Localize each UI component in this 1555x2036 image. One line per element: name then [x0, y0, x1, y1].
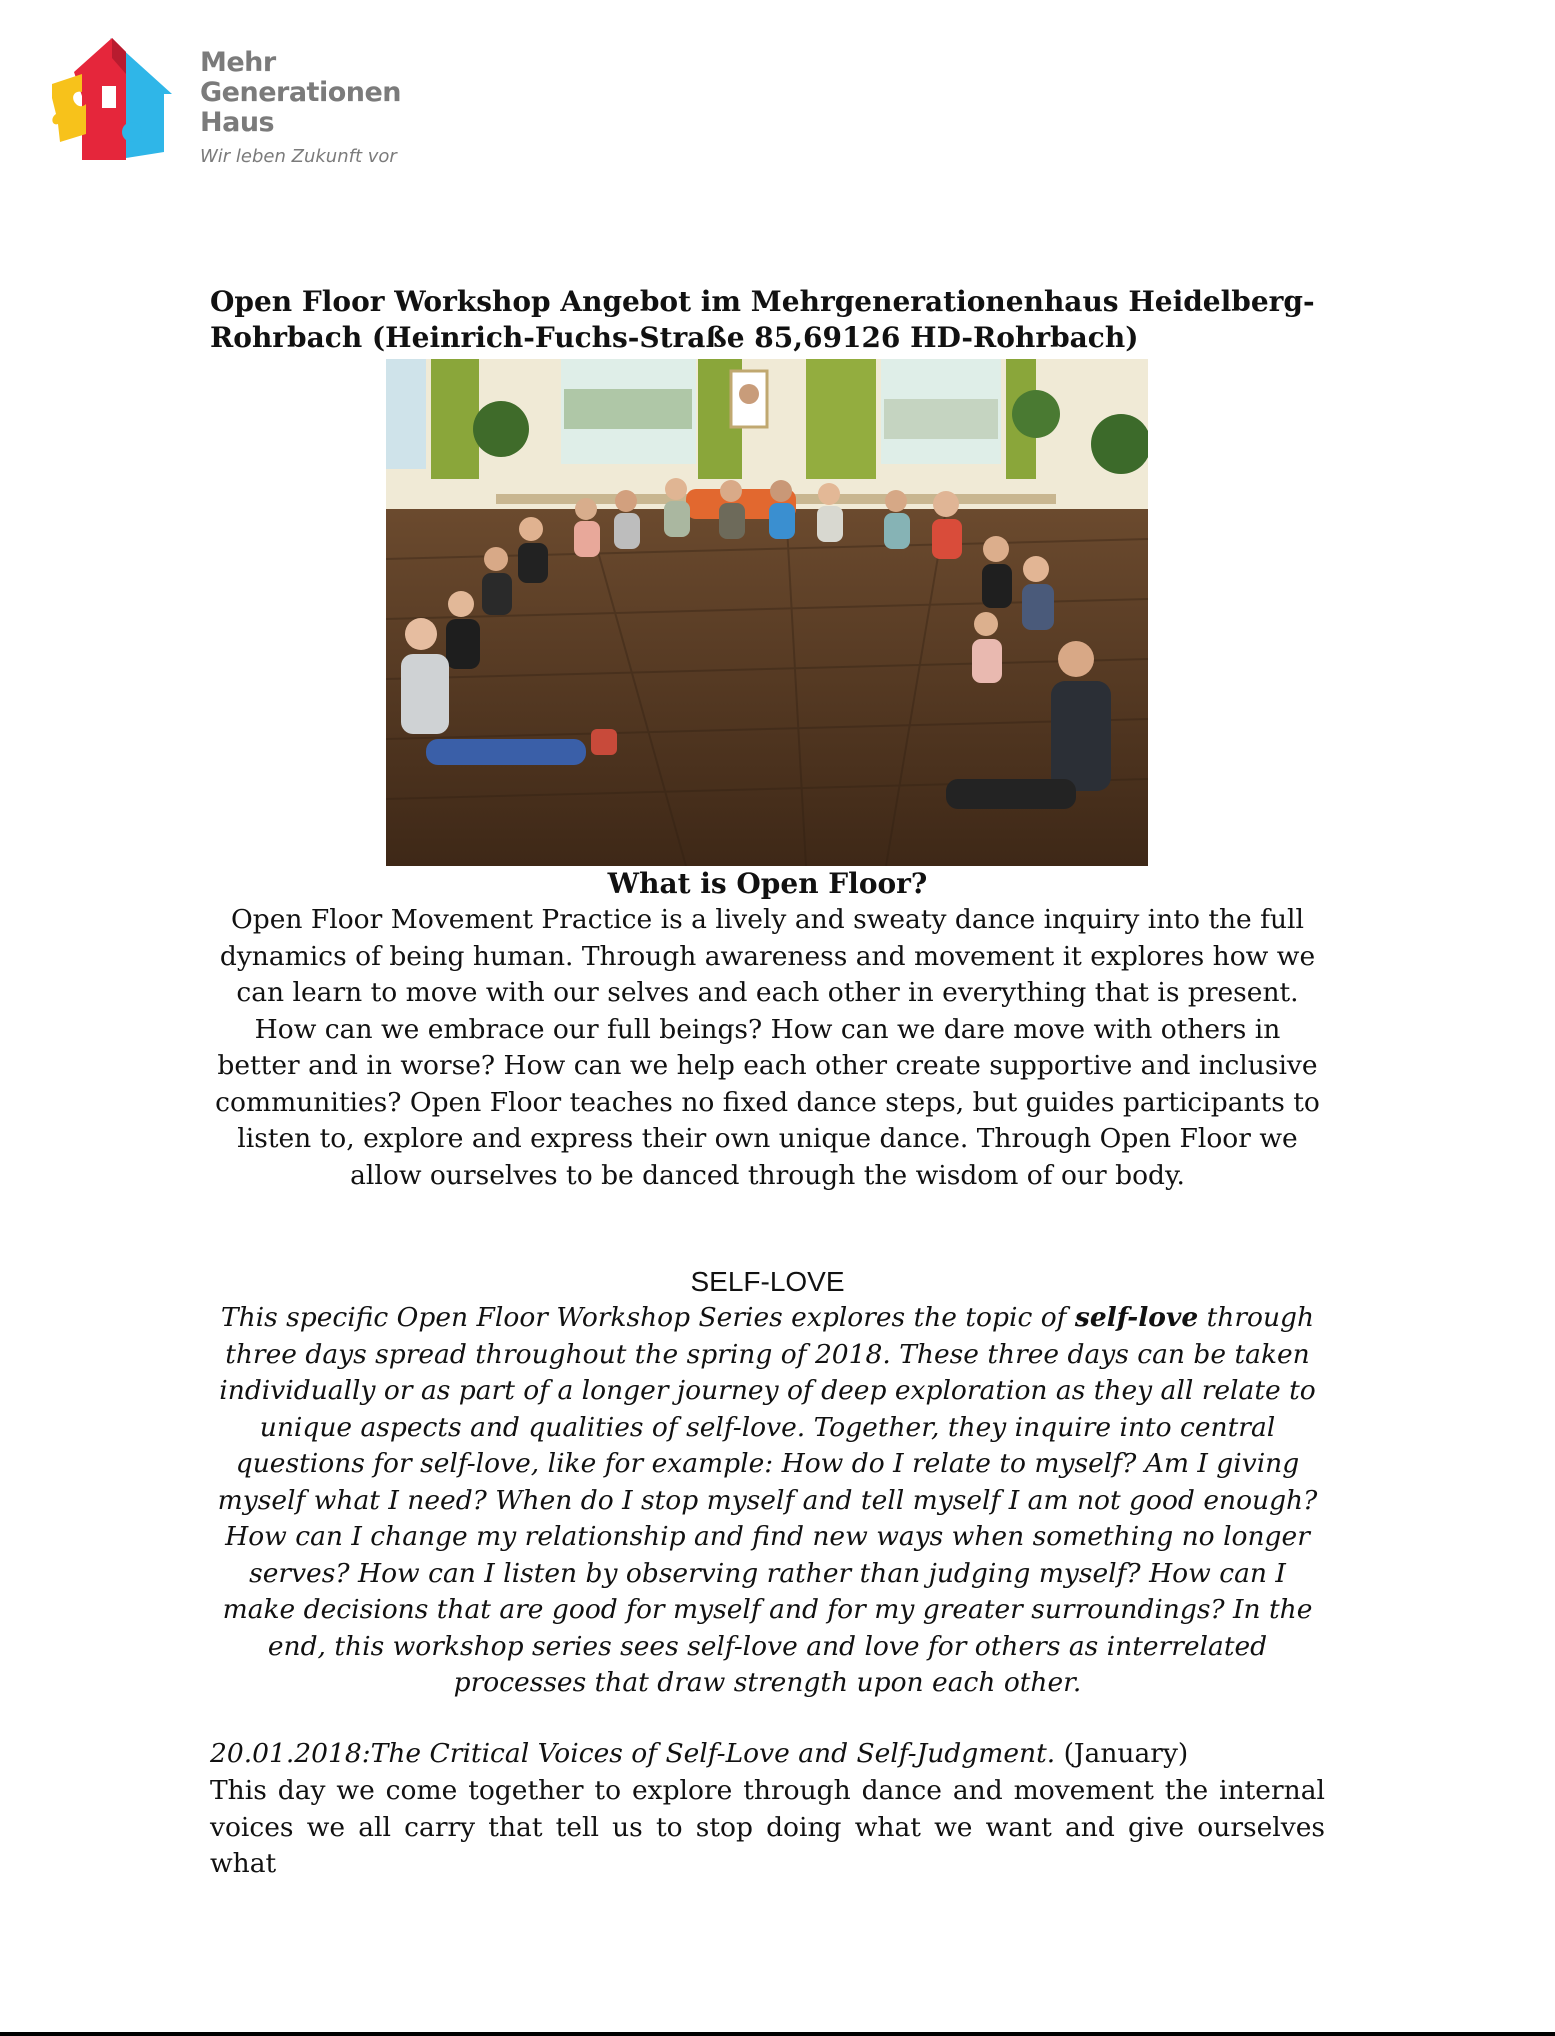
open-floor-description: Open Floor Movement Practice is a lively and sweaty dance inquiry into the full dynamics of being human. Through awareness and movement it explores how we can learn to move with our selves and each other in everything that is present. How can we embrace our full beings? How can we dare move with others in better and in worse? How can we help each other create supportive and inclusive communities? Open Floor teaches no fixed dance steps, but guides participants to listen to, explore and express their own unique dance. Through Open Floor we allow ourselves to be danced through the wisdom of our body.	[215, 904, 1320, 1191]
section-heading-what-is-open-floor: What is Open Floor?	[607, 867, 928, 900]
document-title: Open Floor Workshop Angebot im Mehrgenerationenhaus Heidelberg-Rohrbach (Heinrich-Fuchs-Straße 85,69126 HD-Rohrbach)	[210, 285, 1315, 354]
logo-tagline: Wir leben Zukunft vor	[200, 146, 397, 167]
self-love-emphasis: self-love	[1074, 1302, 1199, 1333]
self-love-description	[210, 1300, 1325, 1702]
logo-word-mehr: Mehr	[200, 47, 276, 78]
logo-word-generationen: Generationen	[200, 77, 402, 108]
section-heading-self-love: SELF-LOVE	[690, 1266, 845, 1297]
description-line: voices we all carry that tell us to stop doing what we want and give ourselves what	[210, 1811, 1325, 1879]
description-line: This day we come together to explore through dance and movement the internal	[210, 1775, 1325, 1806]
workshop-month: (January)	[1055, 1738, 1189, 1769]
house-puzzle-icon	[52, 34, 182, 166]
workshop-group-photo	[386, 359, 1148, 866]
page-bottom-rule	[0, 2032, 1555, 2036]
workshop-date-title	[210, 1736, 1325, 1772]
mehrgenerationenhaus-logo	[52, 34, 402, 169]
workshop-date-italic: 20.01.2018:The Critical Voices of Self-Love and Self-Judgment.	[210, 1738, 1056, 1769]
workshop-day-description	[210, 1773, 1325, 1883]
logo-word-haus: Haus	[200, 107, 275, 138]
self-love-text-after: through three days spread throughout the spring of 2018. These three days can be taken individually or as part of a longer journey of deep exploration as they all relate to unique aspects and qualities of self-love. Together, they inquire into central questions for self-love, like for example: How do I relate to myself? Am I giving myself what I need? When do I stop myself and tell myself I am not good enough? How can I change my relationship and find new ways when something no longer serves? How can I listen by observing rather than judging myself? How can I make decisions that are good for myself and for my greater surroundings? In the end, this workshop series sees self-love and love for others as interrelated processes that draw strength upon each other.	[217, 1302, 1318, 1698]
self-love-text-before: This specific Open Floor Workshop Series explores the topic of	[220, 1302, 1075, 1333]
